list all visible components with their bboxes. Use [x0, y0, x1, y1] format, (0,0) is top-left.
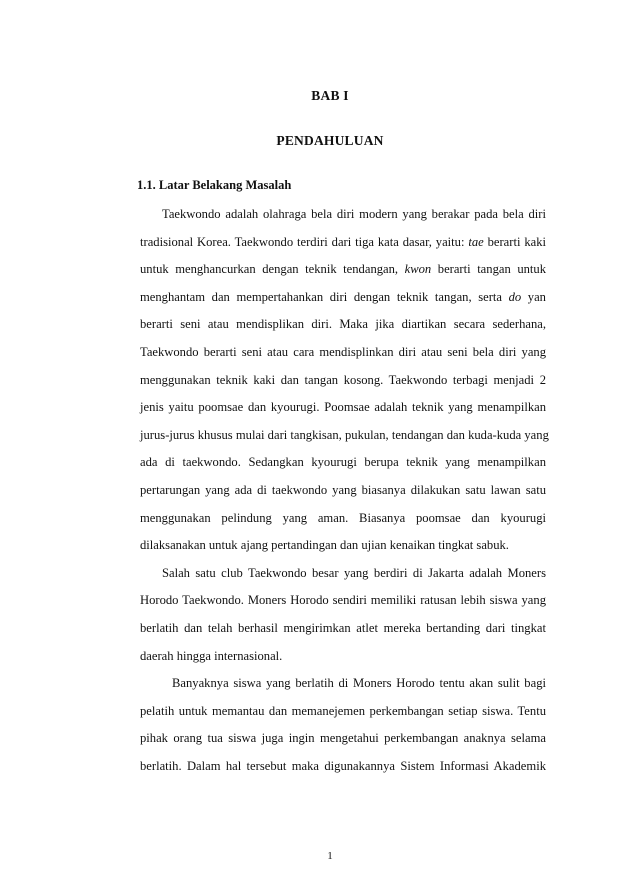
text-line: berlatih. Dalam hal tersebut maka digunakannya Sistem Informasi Akademik — [140, 759, 546, 773]
text-line: dilaksanakan untuk ajang pertandingan dan ujian kenaikan tingkat sabuk. — [140, 538, 509, 553]
text-line: Taekwondo adalah olahraga bela diri modern yang berakar pada bela diri — [162, 207, 546, 221]
text-line: pihak orang tua siswa juga ingin mengetahui perkembangan anaknya selama — [140, 731, 546, 746]
text-line: daerah hingga internasional. — [140, 648, 283, 663]
text-line: berlatih dan telah berhasil mengirimkan atlet mereka bertanding dari tingkat — [140, 621, 546, 635]
text-line: Horodo Taekwondo. Moners Horodo sendiri memiliki ratusan lebih siswa yang — [140, 593, 546, 608]
text-line: untuk menghancurkan dengan teknik tendangan, kwon berarti tangan untuk — [140, 262, 546, 277]
text-line: berarti seni atau mendisplikan diri. Maka jika diartikan secara sederhana, — [140, 317, 546, 332]
page-number: 1 — [327, 850, 333, 862]
text-line: menghantam dan mempertahankan diri dengan teknik tangan, serta do yan — [140, 289, 546, 304]
text-line: menggunakan teknik kaki dan tangan kosong. Taekwondo terbagi menjadi 2 — [140, 372, 546, 387]
chapter-title: PENDAHULUAN — [276, 133, 384, 148]
text-line: menggunakan pelindung yang aman. Biasanya poomsae dan kyourugi — [140, 510, 546, 525]
text-line: Taekwondo berarti seni atau cara mendisplinkan diri atau seni bela diri yang — [140, 345, 546, 359]
text-line: jurus-jurus khusus mulai dari tangkisan, pukulan, tendangan dan kuda-kuda yang — [140, 427, 549, 442]
text-line: tradisional Korea. Taekwondo terdiri dari tiga kata dasar, yaitu: tae berarti kaki — [140, 234, 546, 249]
text-line: Banyaknya siswa yang berlatih di Moners Horodo tentu akan sulit bagi — [172, 676, 546, 691]
text-line: jenis yaitu poomsae dan kyourugi. Poomsae adalah teknik yang menampilkan — [140, 400, 546, 415]
section-title: 1.1. Latar Belakang Masalah — [137, 178, 292, 192]
text-line: ada di taekwondo. Sedangkan kyourugi berupa teknik yang menampilkan — [140, 455, 546, 470]
text-line: Salah satu club Taekwondo besar yang berdiri di Jakarta adalah Moners — [162, 565, 546, 580]
text-line: pelatih untuk memantau dan memanejemen perkembangan setiap siswa. Tentu — [140, 703, 546, 718]
chapter-heading: BAB I — [311, 88, 349, 103]
text-line: pertarungan yang ada di taekwondo yang biasanya dilakukan satu lawan satu — [140, 483, 546, 497]
